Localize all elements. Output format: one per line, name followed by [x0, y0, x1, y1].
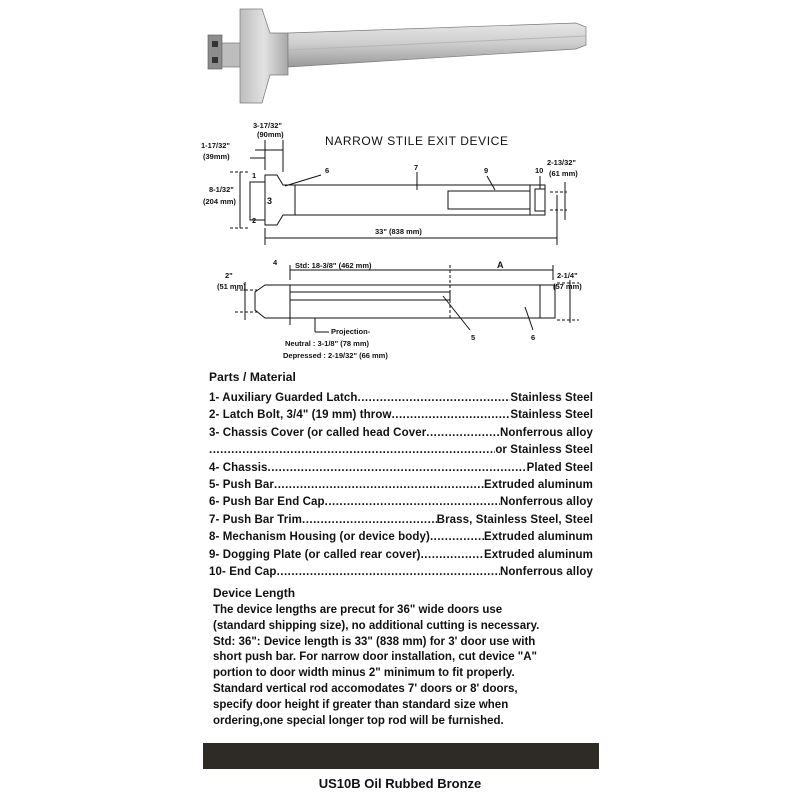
parts-row — [209, 460, 593, 477]
push-bar-trim — [290, 292, 450, 300]
leader-dots — [302, 512, 437, 529]
parts-row — [209, 390, 593, 407]
device-length-section — [213, 586, 598, 729]
leader-dots — [325, 494, 500, 511]
dim-length: 33" (838 mm) — [375, 227, 422, 236]
parts-row — [209, 564, 593, 581]
dim-depressed: Depressed : 2-19/32" (66 mm) — [283, 351, 388, 360]
part-label: 1- Auxiliary Guarded Latch — [209, 392, 358, 404]
part-material: Plated Steel — [526, 461, 593, 474]
part-material: Stainless Steel — [510, 392, 593, 404]
parts-row — [209, 425, 593, 442]
leader-dots — [358, 390, 511, 407]
part-label: 5- Push Bar — [209, 478, 275, 491]
parts-row — [209, 477, 593, 494]
exit-device-photo — [200, 5, 590, 115]
device-length-line: ordering,one special longer top rod will be furnished. — [213, 714, 504, 727]
device-length-heading: Device Length — [213, 586, 296, 600]
dim-projection: Projection- — [331, 327, 371, 336]
dogging-plate — [448, 191, 530, 209]
parts-row — [209, 547, 593, 564]
part-label: 7- Push Bar Trim — [209, 513, 302, 526]
callout-4: 4 — [273, 258, 278, 267]
callout-5: 5 — [471, 333, 476, 342]
part-material: Extruded aluminum — [483, 478, 593, 491]
leader-dots — [209, 442, 495, 459]
dim-left-height-mm: (51 mm) — [217, 282, 246, 291]
dim-end-height-mm: (57 mm) — [553, 282, 582, 291]
part-material: Extruded aluminum — [483, 531, 593, 544]
callout-9: 9 — [484, 166, 489, 175]
technical-drawing — [195, 120, 605, 370]
part-label: 10- End Cap — [209, 565, 277, 578]
dim-end-height: 2-1/4" — [557, 271, 578, 280]
parts-row — [209, 494, 593, 511]
callout-3: 3 — [267, 196, 273, 206]
callout-7: 7 — [414, 163, 419, 172]
device-length-line: short push bar. For narrow door installation, cut device "A" — [213, 651, 538, 664]
device-length-line: The device lengths are precut for 36" wide doors use — [213, 604, 503, 616]
parts-rows — [209, 390, 593, 581]
leader-dots — [430, 529, 484, 546]
callout-6-upper: 6 — [325, 166, 330, 175]
part-label: 4- Chassis — [209, 461, 268, 474]
part-material: Nonferrous alloy — [500, 565, 593, 578]
part-material: Nonferrous alloy — [500, 426, 593, 439]
device-length-line: Standard vertical rod accomodates 7' doors or 8' doors, — [213, 682, 518, 695]
finish-label: US10B Oil Rubbed Bronze — [318, 776, 482, 791]
dim-neutral: Neutral : 3-1/8" (78 mm) — [285, 339, 369, 348]
dim-height-mm: (204 mm) — [203, 197, 236, 206]
callout-6-lower: 6 — [531, 333, 536, 342]
parts-row — [209, 407, 593, 424]
lower-device-outline — [255, 285, 555, 318]
device-length-text — [213, 603, 598, 729]
part-label: 2- Latch Bolt, 3/4" (19 mm) throw — [209, 409, 392, 422]
device-length-line: Std: 36": Device length is 33" (838 mm) for 3' door use with — [213, 635, 536, 648]
dim-std-length: Std: 18-3/8" (462 mm) — [295, 261, 372, 270]
end-cap-upper — [535, 189, 545, 211]
callout-10: 10 — [535, 166, 544, 175]
part-label: 9- Dogging Plate (or called rear cover) — [209, 548, 421, 561]
parts-material-list — [209, 370, 593, 581]
dim-side-width: 1-17/32" — [201, 141, 230, 150]
dim-left-height: 2" — [225, 271, 233, 280]
part-label: 3- Chassis Cover (or called head Cover — [209, 426, 427, 439]
leader-dots — [421, 547, 484, 564]
leader-dots — [426, 425, 500, 442]
dim-top-width: 3-17/32" — [253, 121, 282, 130]
part-label: 6- Push Bar End Cap — [209, 496, 325, 509]
dim-right-height-mm: (61 mm) — [549, 169, 578, 178]
callout-2: 2 — [252, 216, 257, 225]
dim-side-width-mm: (39mm) — [203, 152, 230, 161]
upper-device-outline — [265, 175, 545, 225]
dim-portion-a: A — [497, 260, 504, 270]
dim-height: 8-1/32" — [209, 185, 234, 194]
leader-dots — [268, 460, 527, 477]
device-length-line: portion to door width minus 2" minimum to fit properly. — [213, 667, 515, 680]
callout-1: 1 — [252, 171, 257, 180]
part-material: or Stainless Steel — [495, 444, 593, 457]
leader-dots — [274, 477, 484, 494]
part-label: 8- Mechanism Housing (or device body) — [209, 531, 430, 544]
dim-top-width-mm: (90mm) — [257, 130, 284, 139]
leader-dots — [392, 407, 511, 424]
finish-color-swatch — [203, 743, 599, 769]
leader-dots — [277, 564, 500, 581]
part-material: Nonferrous alloy — [500, 496, 593, 509]
parts-row — [209, 442, 593, 459]
device-length-line: specify door height if greater than standard size when — [213, 698, 509, 711]
parts-row — [209, 529, 593, 546]
parts-heading: Parts / Material — [209, 370, 296, 384]
part-material: Brass, Stainless Steel, Steel — [436, 513, 593, 526]
drawing-title: NARROW STILE EXIT DEVICE — [325, 134, 509, 148]
part-material: Extruded aluminum — [483, 548, 593, 561]
dim-right-height: 2-13/32" — [547, 158, 576, 167]
device-length-line: (standard shipping size), no additional cutting is necessary. — [213, 619, 540, 632]
part-material: Stainless Steel — [510, 409, 593, 422]
parts-row — [209, 512, 593, 529]
